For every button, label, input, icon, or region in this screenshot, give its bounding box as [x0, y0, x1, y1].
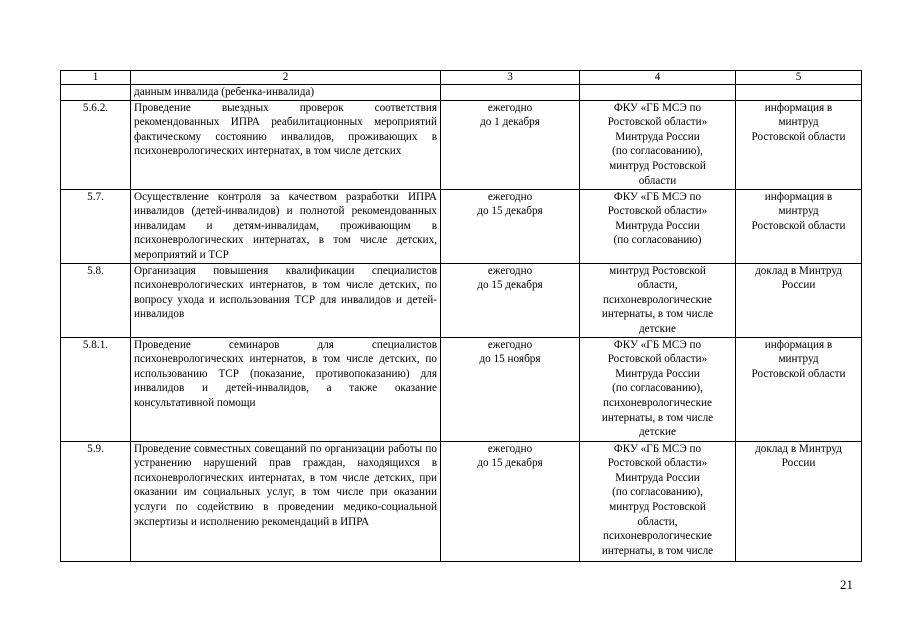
result-line: информация в — [764, 190, 833, 203]
measure-text: Организация повышения квалификации специалистов психоневрологических интернатов, в том числе детских, по вопросу ухода и использования ТСР для инвалидов и детей-инвалидов — [131, 263, 441, 337]
executor — [580, 189, 736, 263]
executor-line: интернаты, в том числе — [601, 411, 714, 424]
executor-line: (по согласованию), — [612, 382, 703, 395]
executor-line: Ростовской области» — [607, 116, 708, 129]
executor-line: Минтруда России — [615, 367, 700, 380]
item-number: 5.8. — [61, 263, 131, 337]
result-line: Ростовской области — [751, 130, 846, 143]
executor-line: ФКУ «ГБ МСЭ по — [613, 338, 702, 351]
result-line: минтруд — [778, 205, 819, 218]
executor-line: ФКУ «ГБ МСЭ по — [613, 101, 702, 114]
empty-cell — [61, 85, 131, 101]
deadline-line: до 15 декабря — [477, 279, 543, 292]
executor — [580, 263, 736, 337]
result-line: минтруд — [778, 116, 819, 129]
header-cell: 2 — [131, 71, 441, 85]
empty-cell — [580, 85, 736, 101]
executor-line: Минтруда России — [615, 471, 700, 484]
measure-text: Проведение семинаров для специалистов психоневрологических интернатов, в том числе детских, по использованию ТСР (показание, противопоказанию) для инвалидов и детей-инвалидов, а также оказание консультативной помощи — [131, 337, 441, 441]
result-line: России — [781, 279, 816, 292]
result-line: информация в — [764, 101, 833, 114]
deadline — [441, 189, 580, 263]
deadline — [441, 441, 580, 561]
deadline-line: до 15 декабря — [477, 457, 543, 470]
continuation-row — [61, 85, 862, 101]
executor-line: области, — [637, 279, 678, 292]
executor-line: (по согласованию), — [612, 486, 703, 499]
executor-line: минтруд Ростовской — [609, 500, 706, 513]
executor-line: психоневрологические — [603, 530, 712, 543]
executor-line: (по согласованию) — [613, 234, 702, 247]
executor-line: Ростовской области» — [607, 457, 708, 470]
executor-line: Минтруда России — [615, 130, 700, 143]
executor-line: Минтруда России — [615, 219, 700, 232]
measures-table — [60, 70, 862, 562]
executor-line: ФКУ «ГБ МСЭ по — [613, 190, 702, 203]
empty-cell — [736, 85, 862, 101]
result — [736, 441, 862, 561]
executor-line: психоневрологические — [603, 396, 712, 409]
result-line: доклад в Минтруд — [755, 264, 842, 277]
executor-line: области, — [637, 515, 678, 528]
executor — [580, 100, 736, 189]
executor-line: ФКУ «ГБ МСЭ по — [613, 442, 702, 455]
executor-line: Ростовской области» — [607, 353, 708, 366]
header-cell: 3 — [441, 71, 580, 85]
executor-line: психоневрологические — [603, 293, 712, 306]
executor-line: детские — [638, 322, 677, 335]
deadline-line: ежегодно — [487, 442, 533, 455]
table-row — [61, 263, 862, 337]
empty-cell — [441, 85, 580, 101]
table-row — [61, 337, 862, 441]
result-line: информация в — [764, 338, 833, 351]
executor-line: минтруд Ростовской — [609, 264, 706, 277]
executor-line: минтруд Ростовской — [609, 159, 706, 172]
table-row — [61, 100, 862, 189]
header-cell: 4 — [580, 71, 736, 85]
result-line: минтруд — [778, 353, 819, 366]
deadline-line: до 15 декабря — [477, 205, 543, 218]
executor — [580, 441, 736, 561]
result — [736, 189, 862, 263]
continuation-text: данным инвалида (ребенка-инвалида) — [131, 85, 441, 101]
executor-line: (по согласованию), — [612, 145, 703, 158]
deadline — [441, 100, 580, 189]
executor-line: детские — [638, 426, 677, 439]
deadline-line: до 1 декабря — [480, 116, 540, 129]
item-number: 5.7. — [61, 189, 131, 263]
deadline-line: ежегодно — [487, 338, 533, 351]
result — [736, 100, 862, 189]
measure-text: Проведение совместных совещаний по организации работы по устранению нарушений прав граждан, находящихся в психоневрологических интернатах, в том числе детских, при оказании им социальных услуг, в том числе при оказании услуги по содействию в проведении медико-социальной экспертизы и исполнению рекомендаций в ИПРА — [131, 441, 441, 561]
table-row — [61, 189, 862, 263]
executor — [580, 337, 736, 441]
executor-line: интернаты, в том числе — [601, 308, 714, 321]
result-line: России — [781, 457, 816, 470]
measure-text: Осуществление контроля за качеством разработки ИПРА инвалидов (детей-инвалидов) и полнотой рекомендованных инвалидам и детям-инвалидам, проживающим в психоневрологических интернатах, в том числе детских, мероприятий и ТСР — [131, 189, 441, 263]
result — [736, 337, 862, 441]
item-number: 5.6.2. — [61, 100, 131, 189]
executor-line: Ростовской области» — [607, 205, 708, 218]
result-line: доклад в Минтруд — [755, 442, 842, 455]
result-line: Ростовской области — [751, 367, 846, 380]
deadline — [441, 337, 580, 441]
executor-line: интернаты, в том числе — [601, 544, 714, 557]
item-number: 5.9. — [61, 441, 131, 561]
deadline-line: ежегодно — [487, 101, 533, 114]
deadline-line: ежегодно — [487, 190, 533, 203]
header-cell: 5 — [736, 71, 862, 85]
deadline-line: ежегодно — [487, 264, 533, 277]
item-number: 5.8.1. — [61, 337, 131, 441]
deadline — [441, 263, 580, 337]
header-cell: 1 — [61, 71, 131, 85]
executor-line: области — [638, 174, 677, 187]
measure-text: Проведение выездных проверок соответствия рекомендованных ИПРА реабилитационных мероприятий фактическому состоянию инвалидов, проживающих в психоневрологических интернатах, в том числе детских — [131, 100, 441, 189]
result — [736, 263, 862, 337]
header-row — [61, 71, 862, 85]
deadline-line: до 15 ноября — [479, 353, 541, 366]
result-line: Ростовской области — [751, 219, 846, 232]
page-number: 21 — [840, 577, 853, 592]
table-row — [61, 441, 862, 561]
